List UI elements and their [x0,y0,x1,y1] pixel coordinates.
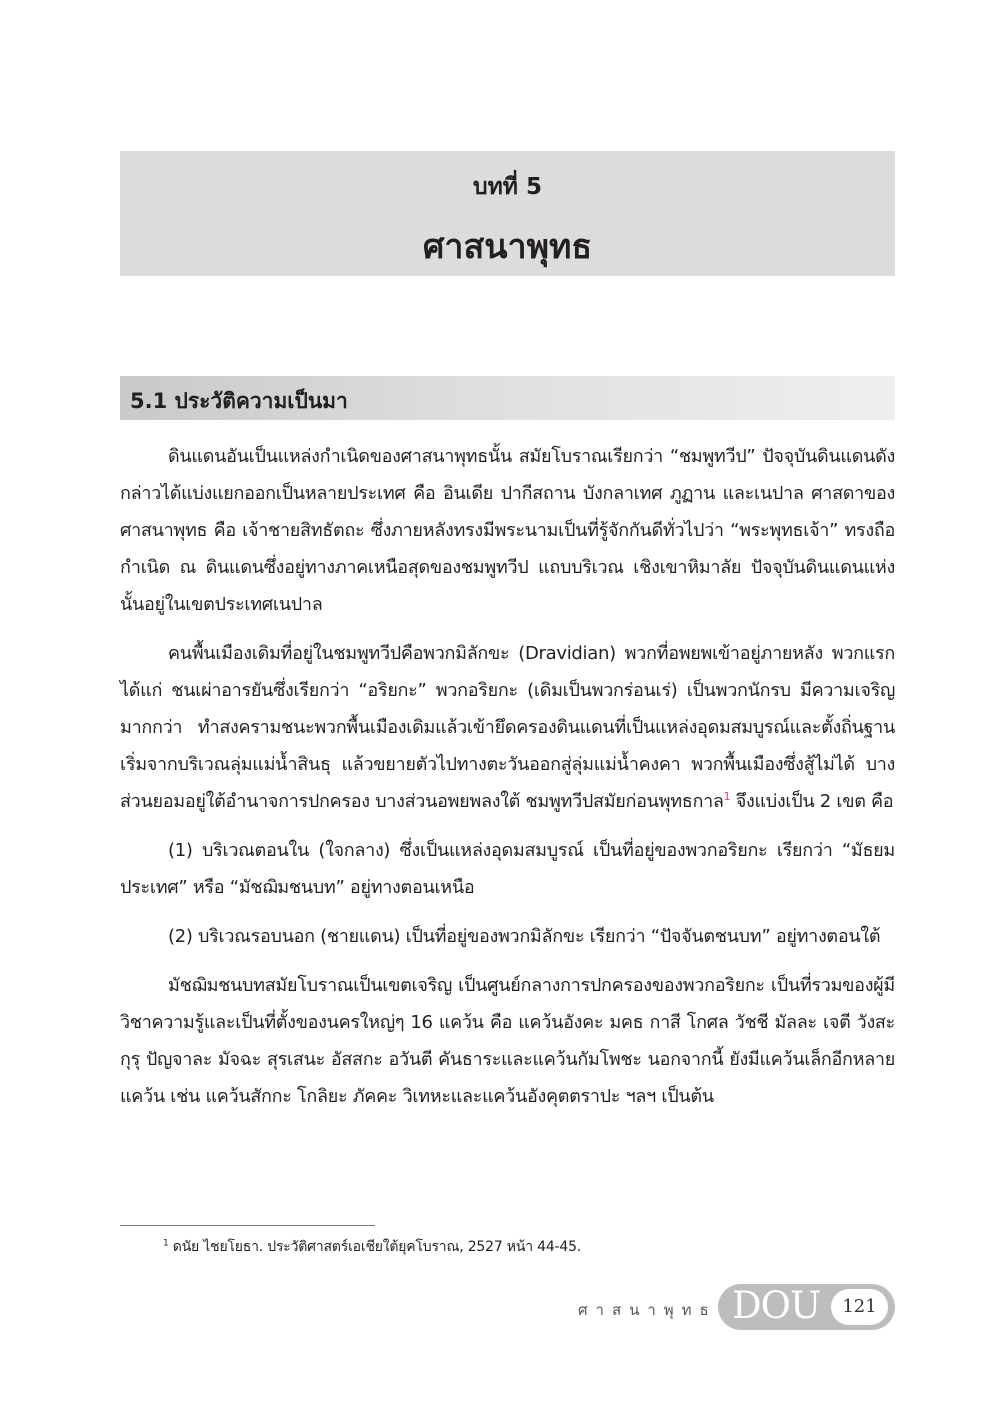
paragraph-3: (1) บริเวณตอนใน (ใจกลาง) ซึ่งเป็นแหล่งอุดมสมบูรณ์ เป็นที่อยู่ของพวกอริยกะ เรียกว่า “มัธยมประเทศ” หรือ “มัชฌิมชนบท” อยู่ทางตอนเหนือ [120,840,895,898]
paragraph-1: ดินแดนอันเป็นแหล่งกำเนิดของศาสนาพุทธนั้น สมัยโบราณเรียกว่า “ชมพูทวีป” ปัจจุบันดินแดนดังกล่าวได้แบ่งแยกออกเป็นหลายประเทศ คือ อินเดีย ปากีสถาน บังกลาเทศ ภูฏาน และเนปาล ศาสดาของศาสนาพุทธ คือ เจ้าชายสิทธัตถะ ซึ่งภายหลังทรงมีพระนามเป็นที่รู้จักกันดีทั่วไปว่า “พระพุทธเจ้า” ทรงถือกำเนิด ณ ดินแดนซึ่งอยู่ทางภาคเหนือสุดของชมพูทวีป แถบบริเวณ เชิงเขาหิมาลัย ปัจจุบันดินแดนแห่งนั้นอยู่ในเขตประเทศเนปาล [120,446,895,615]
section-title: 5.1 ประวัติความเป็นมา [130,389,348,413]
footnote-marker: 1 [163,1238,169,1249]
footnote-divider [120,1225,375,1226]
paragraph-2-text-b: จึงแบ่งเป็น 2 เขต คือ [730,791,894,812]
footnote-text: ดนัย ไชยโยธา. ประวัติศาสตร์เอเชียใต้ยุคโบราณ, 2527 หน้า 44-45. [172,1239,582,1255]
running-head: ศาสนาพุทธ [578,1301,717,1319]
footnote-reference[interactable]: 1 [723,790,731,803]
chapter-number: บทที่ 5 [473,174,542,200]
body-text [120,438,895,1127]
page-number: 121 [831,1289,888,1325]
page-badge [718,1284,895,1330]
chapter-title: ศาสนาพุทธ [422,227,593,267]
dou-logo: DOU [732,1284,821,1327]
paragraph-5: มัชฌิมชนบทสมัยโบราณเป็นเขตเจริญ เป็นศูนย์กลางการปกครองของพวกอริยกะ เป็นที่รวมของผู้มีวิชาความรู้และเป็นที่ตั้งของนครใหญ่ๆ 16 แคว้น คือ แคว้นอังคะ มคธ กาสี โกศล วัชชี มัลละ เจตี วังสะ กุรุ ปัญจาละ มัจฉะ สุรเสนะ อัสสกะ อวันตี คันธาระและแคว้นกัมโพชะ นอกจากนี้ ยังมีแคว้นเล็กอีกหลายแคว้น เช่น แคว้นสักกะ โกลิยะ ภัคคะ วิเทหะและแคว้นอังคุตตราปะ ฯลฯ เป็นต้น [120,975,895,1107]
paragraph-2-text-a: คนพื้นเมืองเดิมที่อยู่ในชมพูทวีปคือพวกมิลักขะ (Dravidian) พวกที่อพยพเข้าอยู่ภายหลัง พวกแรก ได้แก่ ชนเผ่าอารยันซึ่งเรียกว่า “อริยกะ” พวกอริยกะ (เดิมเป็นพวกร่อนเร่) เป็นพวกนักรบ มีความเจริญมากกว่า ทำสงครามชนะพวกพื้นเมืองเดิมแล้วเข้ายึดครองดินแดนที่เป็นแหล่งอุดมสมบูรณ์และตั้งถิ่นฐานเริ่มจากบริเวณลุ่มแม่น้ำสินธุ แล้วขยายตัวไปทางตะวันออกสู่ลุ่มแม่น้ำคงคา พวกพื้นเมืองซึ่งสู้ไม่ได้ บางส่วนยอมอยู่ใต้อำนาจการปกครอง บางส่วนอพยพลงใต้ ชมพูทวีปสมัยก่อนพุทธกาล [120,643,895,812]
chapter-header [120,151,895,276]
paragraph-4: (2) บริเวณรอบนอก (ชายแดน) เป็นที่อยู่ของพวกมิลักขะ เรียกว่า “ปัจจันตชนบท” อยู่ทางตอนใต้ [168,926,881,947]
section-header [120,376,895,420]
footnote [163,1236,581,1258]
paragraph-2 [120,635,895,820]
